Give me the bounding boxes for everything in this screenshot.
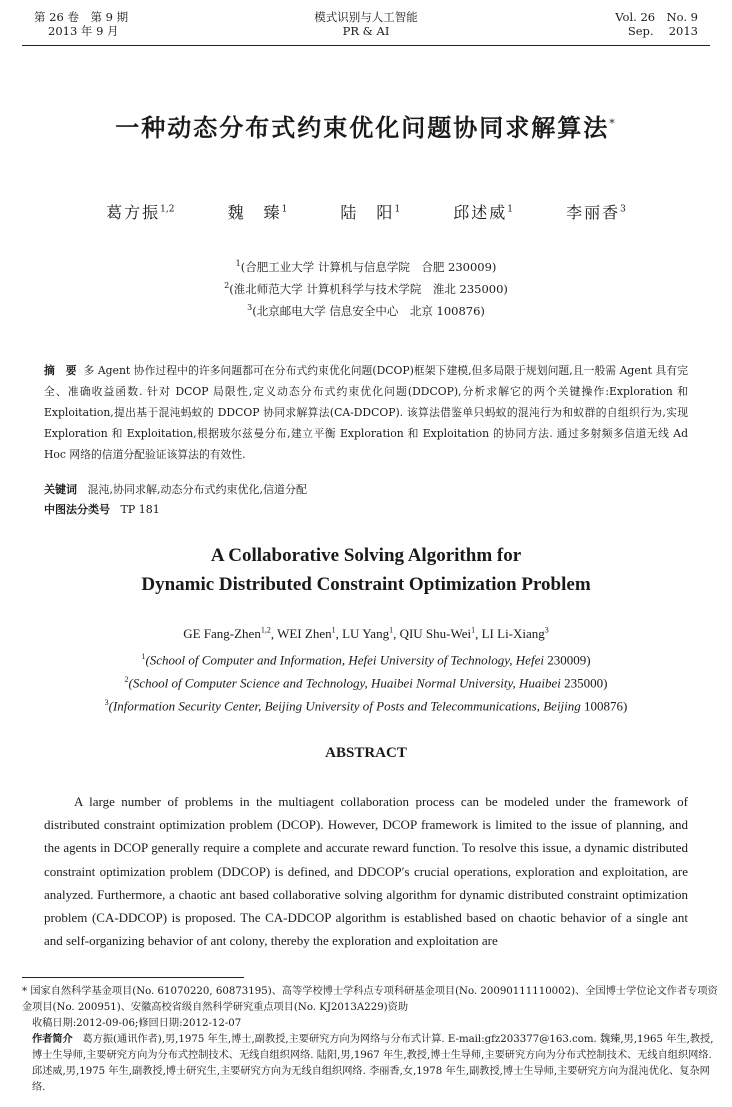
abstract-cn-text: 多 Agent 协作过程中的许多问题都可在分布式约束优化问题(DCOP)框架下建模,但多局限于规划问题,且一般需 Agent 具有完全、准确收益函数. 针对 DCOP 局限性,定义动态分布式约束优化问题(DDCOP),分析求解它的两个关键操作:Exploration 和 Exploitation,提出基于混沌蚂蚁的 DDCOP 协同求解算法(CA-DDCOP). 该算法借鉴单只蚂蚁的混沌行为和蚁群的自组织行为,实现 Exploration 和 Exploitation,根据玻尔兹曼分布,建立平衡 Exploration 和 Exploitation 的协同方法. 通过多射频多信道无线 Ad Hoc 网络的信道分配验证该算法的有效性. — [44, 364, 688, 461]
affiliation-cn-3: $^3$(北京邮电大学 信息安全中心 北京 100876) — [247, 303, 485, 318]
abstract-en-text: A large number of problems in the multiagent collaboration process can be modeled under the framework of distributed constraint optimization problem (DCOP). However, DCOP framework is limited to the issue of planning, and the agents in DCOP generally require a complete and accurate reward function. To resolve this issue, a dynamic distributed constraint optimization problem (DDCOP) is defined, and DDCOP′s crucial operations, exploration and exploitation, are analyzed. Furthermore, a chaotic ant based collaborative solving algorithm for dynamic distributed constraint optimization problem (CA-DDCOP) is proposed. The CA-DDCOP algorithm is established based on chaotic behavior of a single ant and self-organizing behavior of ant colony, thereby the exploration and exploitation are — [44, 794, 688, 949]
author-en: GE Fang-Zhen$^{1,2}$ — [183, 626, 271, 642]
author-cn: 陆 阳$^1$ — [340, 203, 401, 222]
abstract-cn — [44, 360, 688, 465]
footnote-rule — [22, 977, 244, 978]
journal-name-cn: 模式识别与人工智能 — [314, 10, 418, 24]
running-header-right — [615, 10, 698, 38]
journal-volume-en: Vol. 26 No. 9 — [615, 10, 698, 24]
journal-date-cn: 2013 年 9 月 — [48, 24, 119, 38]
keywords-label: 关键词 — [44, 483, 77, 496]
clc-label: 中图法分类号 — [44, 503, 110, 516]
paper-title-cn — [0, 108, 732, 143]
author-list-en: GE Fang-Zhen$^{1,2}$, WEI Zhen$^1$, LU Yang$^1$, QIU Shu-Wei$^1$, LI Li-Xiang$^3$ — [183, 626, 549, 642]
paper-title-en-line2: Dynamic Distributed Constraint Optimization Problem — [141, 574, 591, 595]
affiliation-en-2: $^2$(School of Computer Science and Technology, Huaibei Normal University, Huaibei 235000) — [124, 675, 608, 691]
affiliation-en-1: $^1$(School of Computer and Information, Hefei University of Technology, Hefei 230009) — [141, 652, 591, 668]
affiliation-en-3: $^3$(Information Security Center, Beijing University of Posts and Telecommunications, Beijing 100876) — [104, 698, 628, 714]
author-list-cn — [0, 200, 732, 223]
title-footnote-mark: * — [609, 117, 617, 130]
clc-text: TP 181 — [120, 503, 160, 516]
affiliation-cn-1: $^1$(合肥工业大学 计算机与信息学院 合肥 230009) — [235, 259, 497, 274]
abstract-en-heading: ABSTRACT — [325, 745, 407, 761]
footnote-bio: 作者简介 葛方振(通讯作者),男,1975 年生,博士,副教授,主要研究方向为网络与分布式计算. E-mail:gfz203377@163.com. 魏臻,男,1965 年生,教授,博士生导师,主要研究方向为分布式控制技术、无线自组织网络. 陆阳,男,1967 年生,教授,博士生导师,主要研究方向为分布式控制技术、无线自组织网络. 邱述威,男,1975 年生,副教授,博士研究生,主要研究方向为无线自组织网络. 李丽香,女,1978 年生,副教授,博士生导师,主要研究方向为混沌优化、复杂网络. — [32, 1034, 714, 1093]
author-cn: 邱述威$^1$ — [453, 203, 514, 222]
keywords-text: 混沌,协同求解,动态分布式约束优化,信道分配 — [87, 483, 307, 496]
footnote-fund: * 国家自然科学基金项目(No. 61070220, 60873195)、高等学校博士学科点专项科研基金项目(No. 20090111110002)、全国博士学位论文作者专项资金项目(No. 200951)、安徽高校省级自然科学研究重点项目(No. KJ2013A229)资助 — [22, 986, 718, 1013]
keywords — [44, 481, 307, 497]
classification-number — [44, 501, 160, 517]
author-cn: 魏 臻$^1$ — [227, 203, 288, 222]
journal-name-en: PR & AI — [342, 24, 390, 38]
author-cn: 葛方振$^{1,2}$ — [106, 203, 175, 222]
journal-date-en: Sep. 2013 — [627, 24, 698, 38]
footnote-dates: 收稿日期:2012-09-06;修回日期:2012-12-07 — [32, 1018, 242, 1029]
author-cn: 李丽香$^3$ — [566, 203, 626, 222]
author-en: QIU Shu-Wei$^1$ — [399, 626, 476, 642]
journal-volume-issue: 第 26 卷 第 9 期 — [34, 10, 129, 24]
author-en: WEI Zhen$^1$ — [277, 626, 336, 642]
paper-title-cn-text: 一种动态分布式约束优化问题协同求解算法 — [115, 113, 610, 142]
footnote — [22, 984, 718, 1096]
affiliation-cn-2: $^2$(淮北师范大学 计算机科学与技术学院 淮北 235000) — [224, 281, 508, 296]
abstract-cn-label: 摘 要 — [44, 364, 77, 377]
author-en: LI Li-Xiang$^3$ — [481, 626, 549, 642]
header-rule — [22, 45, 710, 46]
author-en: LU Yang$^1$ — [342, 626, 394, 642]
paper-title-en-line1: A Collaborative Solving Algorithm for — [210, 545, 522, 566]
